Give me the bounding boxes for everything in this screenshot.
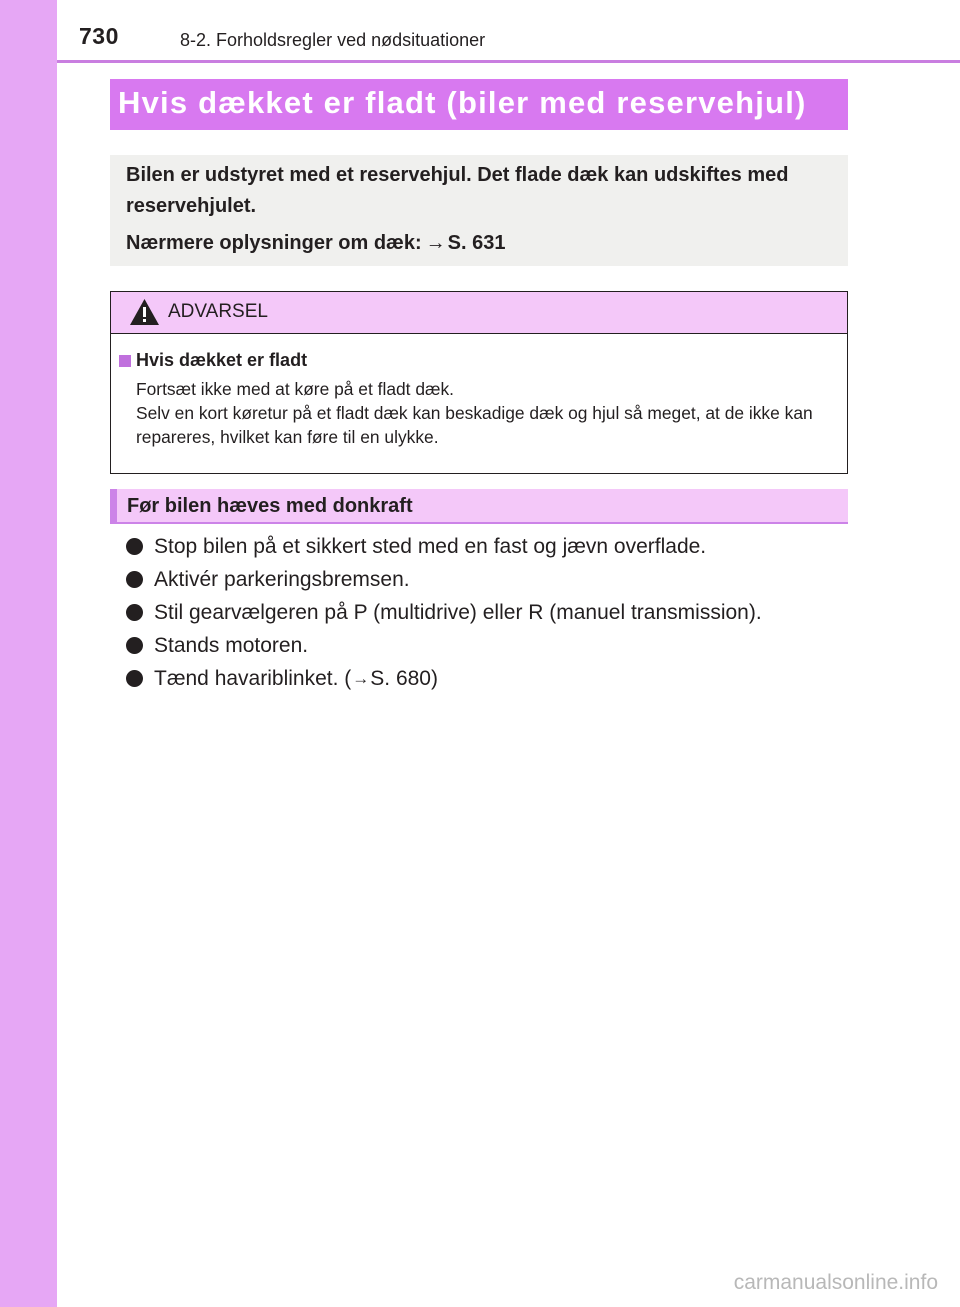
- page-number: 730: [79, 23, 119, 49]
- warning-label: ADVARSEL: [168, 301, 268, 322]
- page-title: Hvis dækket er fladt (biler med reservehjul): [110, 79, 848, 130]
- bullet-dot-icon: [126, 604, 143, 621]
- bullet-dot-icon: [126, 637, 143, 654]
- warning-heading: [119, 350, 837, 371]
- header-rule: [57, 60, 960, 63]
- list-item: [126, 563, 762, 596]
- warning-heading-text: Hvis dækket er fladt: [136, 350, 308, 370]
- warning-header: [111, 292, 847, 334]
- watermark: carmanualsonline.info: [733, 1271, 938, 1294]
- step-text: Stil gearvælgeren på P (multidrive) eller R (manuel transmission).: [154, 600, 762, 624]
- warning-line-1: Fortsæt ikke med at køre på et fladt dæk.: [136, 379, 454, 399]
- reference-label: Nærmere oplysninger om dæk:: [126, 232, 422, 254]
- bullet-dot-icon: [126, 670, 143, 687]
- warning-line-2: Selv en kort køretur på et fladt dæk kan beskadige dæk og hjul så meget, at de ikke kan repareres, hvilket kan føre til en ulykke.: [136, 403, 813, 447]
- step-text: Stop bilen på et sikkert sted med en fast og jævn overflade.: [154, 534, 707, 558]
- section-title: 8-2. Forholdsregler ved nødsituationer: [180, 30, 486, 50]
- list-item: [126, 596, 762, 629]
- square-bullet-icon: [119, 355, 131, 367]
- list-item: [126, 662, 762, 695]
- list-item: [126, 530, 762, 563]
- arrow-right-icon: →: [352, 668, 370, 688]
- bullet-dot-icon: [126, 538, 143, 555]
- side-tab-band: [0, 0, 57, 1307]
- hazard-reference-link[interactable]: S. 680): [370, 666, 438, 690]
- reference-link[interactable]: S. 631: [447, 232, 506, 254]
- intro-text: Bilen er udstyret med et reservehjul. Det flade dæk kan udskiftes med reservehjulet.: [126, 164, 789, 217]
- step-text: Stands motoren.: [154, 633, 309, 657]
- bullet-dot-icon: [126, 571, 143, 588]
- step-list: [126, 530, 762, 695]
- warning-body: [111, 334, 847, 449]
- tire-reference: [126, 228, 832, 259]
- list-item: [126, 629, 762, 662]
- intro-box: [110, 155, 848, 266]
- subheading: Før bilen hæves med donkraft: [110, 489, 848, 524]
- step-text: Aktivér parkeringsbremsen.: [154, 567, 410, 591]
- arrow-right-icon: →: [425, 232, 446, 254]
- warning-box: [110, 291, 848, 474]
- warning-triangle-icon: [129, 298, 160, 331]
- step-text: Tænd havariblinket. (: [154, 666, 352, 690]
